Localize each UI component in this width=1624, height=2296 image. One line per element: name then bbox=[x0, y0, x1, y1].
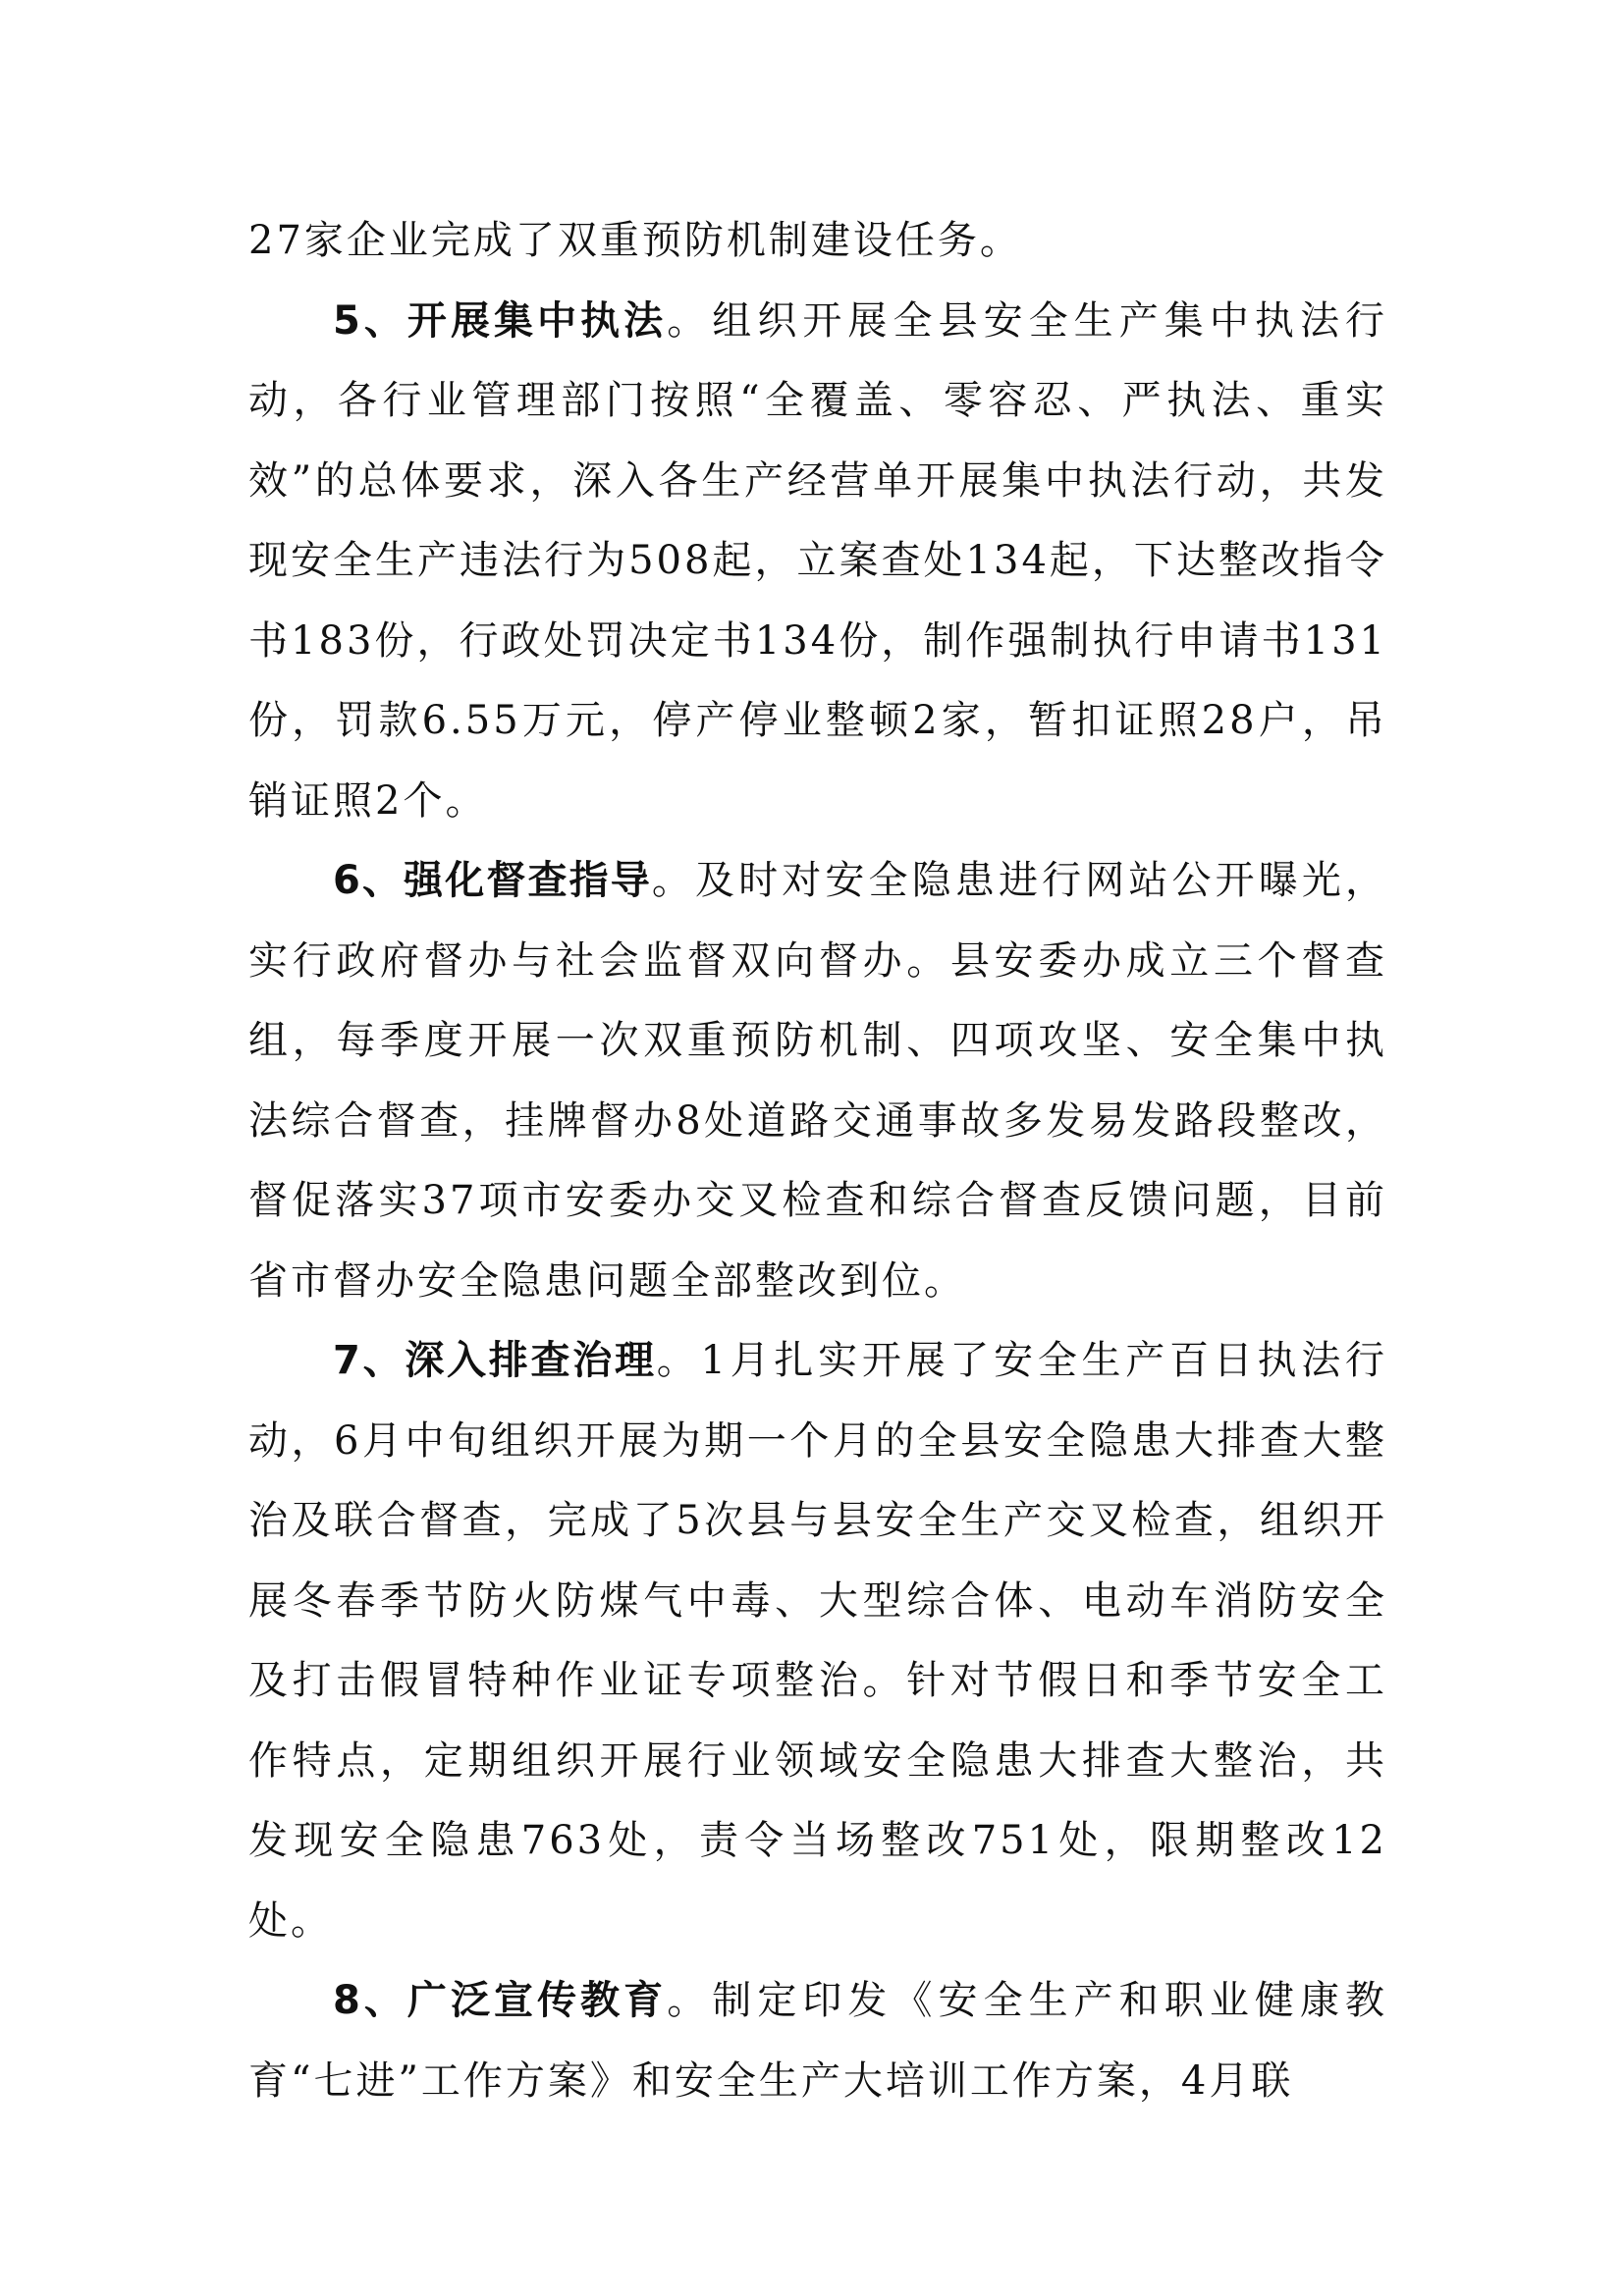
paragraph-heading: 6、强化督查指导 bbox=[333, 858, 652, 903]
paragraph-text: 。组织开展全县安全生产集中执法行动，各行业管理部门按照“全覆盖、零容忍、严执法、重实效”的总体要求，深入各生产经营单开展集中执法行动，共发现安全生产违法行为508起，立案查处134起，下达整改指令书183份，行政处罚决定书134份，制作强制执行申请书131份，罚款6.55万元，停产停业整顿2家，暂扣证照28户，吊销证照2个。 bbox=[248, 297, 1387, 824]
paragraph-heading: 8、广泛宣传教育 bbox=[333, 1978, 668, 2023]
paragraph-item-8 bbox=[248, 1961, 1387, 2121]
document-body bbox=[248, 201, 1387, 2121]
paragraph-text: 。及时对安全隐患进行网站公开曝光，实行政府督办与社会监督双向督办。县安委办成立三个督查组，每季度开展一次双重预防机制、四项攻坚、安全集中执法综合督查，挂牌督办8处道路交通事故多发易发路段整改，督促落实37项市安委办交叉检查和综合督查反馈问题，目前省市督办安全隐患问题全部整改到位。 bbox=[248, 858, 1387, 1304]
paragraph-text: 。1月扎实开展了安全生产百日执法行动，6月中旬组织开展为期一个月的全县安全隐患大排查大整治及联合督查，完成了5次县与县安全生产交叉检查，组织开展冬春季节防火防煤气中毒、大型综合体、电动车消防安全及打击假冒特种作业证专项整治。针对节假日和季节安全工作特点，定期组织开展行业领域安全隐患大排查大整治，共发现安全隐患763处，责令当场整改751处，限期整改12处。 bbox=[248, 1338, 1387, 1944]
paragraph-text: 。制定印发《安全生产和职业健康教育“七进”工作方案》和安全生产大培训工作方案，4月联 bbox=[248, 1978, 1387, 2104]
paragraph-item-5 bbox=[248, 282, 1387, 842]
paragraph-heading: 5、开展集中执法 bbox=[333, 297, 668, 344]
paragraph-item-7 bbox=[248, 1321, 1387, 1961]
paragraph-heading: 7、深入排查治理 bbox=[333, 1338, 657, 1383]
paragraph-text: 27家企业完成了双重预防机制建设任务。 bbox=[248, 218, 1022, 263]
paragraph-item-6 bbox=[248, 841, 1387, 1321]
paragraph-continuation bbox=[248, 201, 1387, 282]
